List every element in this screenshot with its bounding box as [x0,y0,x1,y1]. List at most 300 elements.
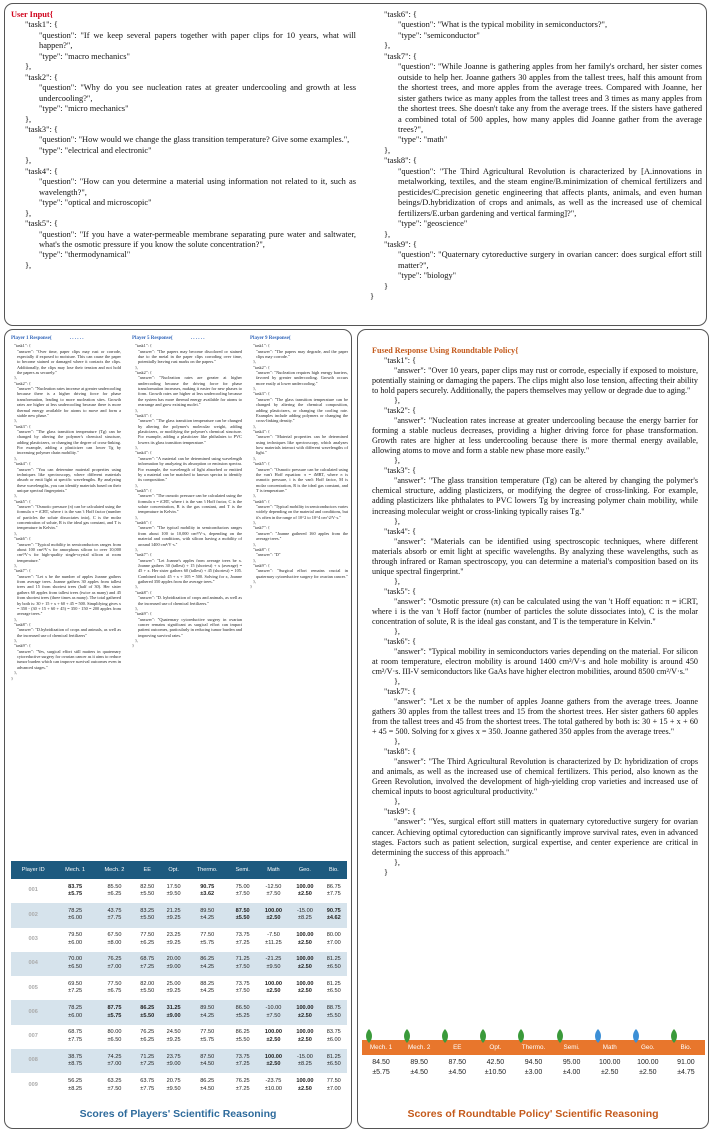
task-answer: "answer": "The papers may degrade, and the paper clips may corrode." [256,348,348,359]
task-answer: "answer": "You can determine material properties using techniques like spectroscopy, where different materials absorb or emit light at specific wavelengths. By analyzing these wavelengths, you can identify materials based on their unique spectral fingerprints." [17,466,121,493]
score-cell [321,976,347,1000]
score-std: ±3.62 [200,891,215,898]
score-cell [321,1000,347,1024]
score-mean: 73.75 [235,932,250,939]
player-id-cell: 005 [11,976,55,1000]
table-row [11,1000,347,1024]
task-key: "task2": { [384,406,416,416]
score-cell [228,903,258,927]
score-std: ±7.00 [326,1085,341,1092]
task-key: "task3": { [135,412,152,418]
score-cell [321,952,347,976]
user-input-title: User Input{ [11,10,54,19]
score-mean: 88.75 [326,1005,341,1012]
fused-header-cell: Bio. [680,1044,692,1051]
player-1-response [11,336,121,681]
score-mean: 88.25 [200,980,215,987]
score-std: ±9.00 [166,1061,181,1068]
user-input-line: }, [384,41,391,51]
task-close: }, [253,541,257,547]
score-cell [160,952,186,976]
user-input-line: "task5": { [25,219,58,229]
score-std: ±5.75 [372,1068,390,1076]
green-leaf-icon [440,1029,450,1043]
score-cell [228,879,258,903]
task-answer: "answer": "Typical mobility in semiconductors ranges from about 100 cm²/V·s for amorphous silicon to over 10,000 cm²/V·s for high-quality single-crystal silicon at room temperature." [17,541,121,563]
task-answer: "answer": "D" [256,552,281,558]
user-input-line: }, [384,145,391,155]
score-mean: 74.25 [107,1053,122,1060]
task-close: }, [135,638,139,644]
score-mean: 25.00 [166,980,181,987]
task-key: "task4": { [253,429,270,434]
score-mean: 23.75 [166,1053,181,1060]
score-std: ±4.25 [200,915,215,922]
table-header-cell: Opt. [160,861,186,879]
score-mean: 81.25 [326,956,341,963]
task-close: }, [394,396,400,406]
score-mean: 87.50 [200,1053,215,1060]
score-std: ±5.50 [326,1012,341,1019]
score-mean: 83.75 [68,883,83,890]
table-header-cell: Semi. [228,861,258,879]
fused-score-values [362,1058,705,1086]
score-std: ±4.50 [200,1085,215,1092]
score-std: ±2.50 [297,964,312,971]
score-cell [95,903,134,927]
response-close: } [250,584,253,590]
table-header-cell: Thermo. [187,861,228,879]
score-cell [258,903,289,927]
score-std: ±9.25 [166,1036,181,1043]
task-answer: "answer": "The glass transition temperature (Tg) can be altered by changing the polymer's chemical structure, adding plasticizers, or modifying the degree of cross-linking. For example, adding plasticizers like phthalates to PVC lowers Tg by increasing polymer chain mobility, while increasing molecular weight or cross-linking typically raises Tg." [372,476,698,516]
score-cell [187,1000,228,1024]
score-cell [187,976,228,1000]
score-std: ±5.50 [235,915,250,922]
score-mean: 100.00 [637,1059,659,1066]
user-input-line: "type": "electrical and electronic" [39,145,152,155]
score-std: ±5.75 [200,939,215,946]
score-mean: 21.25 [166,907,181,914]
user-input-right-column [370,10,702,303]
user-input-line: }, [25,114,32,124]
player-id-cell: 009 [11,1073,55,1097]
score-cell [228,1025,258,1049]
score-cell [258,1049,289,1073]
score-cell [321,1073,347,1097]
score-std: ±6.00 [68,1012,83,1019]
task-answer: "answer": "Materials can be identified using spectroscopic techniques, where different materials absorb or emit light at specific wavelengths. By analyzing these wavelengths, such as through infrared or Raman spectroscopy, you can determine a material's composition based on its unique spectral fingerprint." [372,536,698,576]
task-answer: "answer": "The osmotic pressure can be calculated using the formula π = iCRT, where i is the van 't Hoff factor, C is the solute concentration, R is the gas constant, and T is the temperature in Kelvin." [138,493,242,515]
green-leaf-icon [516,1029,526,1043]
user-input-line: "question": "How can you determine a material using information not related to it, such as wavelength?", [39,177,356,197]
score-std: ±7.00 [326,939,341,946]
score-std: ±2.50 [266,1036,281,1043]
score-mean: 83.75 [326,1029,341,1036]
score-mean: 100.00 [264,907,282,914]
score-cell [95,952,134,976]
task-key: "task9": { [14,643,31,649]
score-mean: 94.50 [524,1059,543,1066]
score-std: ±8.25 [68,1085,83,1092]
score-std: ±2.50 [297,1036,312,1043]
score-mean: 86.25 [235,1029,250,1036]
score-mean: -15.00 [296,1053,313,1060]
task-close: }, [253,520,257,526]
score-cell [187,879,228,903]
response-close: } [132,643,135,649]
task-close: }, [253,557,257,563]
task-key: "task2": { [14,380,31,386]
task-answer: "answer": "Nucleation requires high energy barriers, favored by greater undercooling. Growth occurs more easily at lower undercooling." [256,370,348,386]
task-close: }, [394,626,400,636]
fused-header-cell: Semi. [563,1044,580,1051]
task-answer: "answer": "Osmotic pressure can be calculated using the van't Hoff equation: π = iMRT, where π is osmotic pressure, i is the van't Hoff factor, M is molar concentration, R is the ideal gas constant, and T is temperature." [256,466,348,493]
score-mean: 83.25 [140,907,155,914]
task-answer: "answer": "Material properties can be determined using techniques like spectroscopy, which analyzes how materials interact with different wavelengths of light." [256,434,348,456]
task-key: "task6": { [384,636,416,646]
score-std: ±7.25 [235,939,250,946]
user-input-line: "task3": { [25,124,58,134]
user-input-line: "question": "Quaternary cytoreductive surgery in ovarian cancer: does surgical effort still matter?", [398,250,702,270]
score-cell [134,928,160,952]
task-answer: "answer": "The typical mobility in semiconductors ranges from about 100 to 10,000 cm²/V·s, depending on the material and conditions, with silicon having a mobility of around 1400 cm²/V·s." [138,525,242,547]
score-cell [55,1073,94,1097]
score-mean: 75.00 [235,883,250,890]
task-close: }, [253,493,257,499]
score-cell [289,1025,320,1049]
score-std: ±4.25 [200,964,215,971]
table-header-cell: Mech. 2 [95,861,134,879]
score-cell [160,1073,186,1097]
score-mean: 81.25 [326,980,341,987]
score-cell [95,1049,134,1073]
score-std: ±7.00 [107,1061,122,1068]
score-std: ±6.50 [326,1061,341,1068]
score-mean: 100.00 [296,956,314,963]
score-cell [160,1025,186,1049]
score-mean: 82.50 [140,883,155,890]
score-cell [321,1025,347,1049]
score-mean: 100.00 [264,1029,282,1036]
user-input-line: "task7": { [384,51,417,61]
task-answer: "answer": "Surgical effort remains crucial in quaternary cytoreductive surgery for ovarian cancer." [256,568,348,579]
task-key: "task8": { [253,546,270,552]
score-mean: 91.00 [677,1059,695,1066]
player-response-title: Player 1 Response{ . . . . . . [11,336,84,341]
score-cell [160,1000,186,1024]
score-cell [55,1049,94,1073]
score-mean: 82.00 [140,980,155,987]
score-mean: 63.25 [107,1077,122,1084]
task-answer: "answer": "Nucleation rates are greater at higher undercooling because the driving force for phase transformation increases, making it easier for new phases to form. Growth rates are higher at less undercooling because the system has more thermal energy available for atoms to rearrange and grow existing nuclei." [138,375,242,408]
score-cell [228,976,258,1000]
task-close: }, [394,516,400,526]
task-close: }, [394,677,400,687]
task-answer: "answer": "Over time, paper clips may rust or corrode, especially if exposed to moisture. This can cause the paper to become stained or damaged where it contacts the clips. Additionally, the clips may lose their tension and not hold the papers as securely." [17,348,121,376]
green-leaf-icon [669,1029,679,1043]
score-cell [160,879,186,903]
score-std: ±2.50 [297,891,312,898]
player-response-title: Player 9 Response{ [250,336,291,341]
score-std: ±5.50 [140,891,155,898]
table-row [11,928,347,952]
score-std: ±8.75 [68,1061,83,1068]
score-cell [55,903,94,927]
task-answer: "answer": "Nucleation rates increase at greater undercooling because the energy barrier for forming a stable nucleus decreases, providing a higher driving force for phase transformation. Growth rates are higher at less undercooling because there is more thermal energy available, allowing atoms to move and form a stable new phase more easily." [372,416,698,456]
score-cell [228,1073,258,1097]
table-header-cell: Geo. [289,861,320,879]
score-cell [187,928,228,952]
score-mean: 87.50 [448,1059,467,1066]
fused-caption: Scores of Roundtable Policy' Scientific Reasoning [407,1108,659,1120]
player-id-cell: 003 [11,928,55,952]
task-close: }, [135,605,139,611]
score-cell [258,928,289,952]
task-answer: "answer": "Let Joanne's apples from average trees be x. Joanne gathers 30 (tallest) + 15 (shortest) + x (average) = 45 + x. Her sister gathers 60 (tallest) + 45 (shortest) = 105. Combined total: 45 + x + 105 = 500. Solving for x, Joanne gathered 350 apples from the average trees." [138,557,242,585]
score-cell [258,1073,289,1097]
task-close: }, [253,455,257,461]
score-cell [187,952,228,976]
task-answer: "answer": "Typical mobility in semiconductors varies widely depending on the material and conditions, but it's often in the range of 10^2 to 10^4 cm^2/V·s." [256,504,348,520]
user-input-line: "task6": { [384,10,417,19]
fused-score-cell [553,1058,591,1078]
user-input-line: }, [384,229,391,239]
score-cell [134,952,160,976]
user-input-line: "question": "If you have a water-permeable membrane separating pure water and saltwater, what's the osmotic pressure if you know the solute concentration?", [39,229,356,249]
score-cell [55,1000,94,1024]
score-std: ±2.50 [600,1068,619,1076]
task-close: }, [14,375,18,381]
score-mean: 20.00 [166,956,181,963]
player-id-cell: 008 [11,1049,55,1073]
task-close: }, [14,670,18,676]
score-std: ±4.00 [562,1068,581,1076]
score-mean: 77.50 [200,1029,215,1036]
user-input-line: "task2": { [25,72,58,82]
score-mean: 76.25 [235,1077,250,1084]
score-cell [258,976,289,1000]
task-close: }, [14,562,18,568]
task-key: "task4": { [384,526,416,536]
score-mean: 87.50 [235,907,250,914]
task-answer: "answer": "Yes, surgical effort still matters in quaternary cytoreductive surgery for ovarian cancer as it aims to reduce tumor burden which can improve survival outcomes even in advanced stages." [17,648,121,670]
task-close: }, [14,530,18,536]
player-5-response [132,336,242,649]
task-answer: "answer": "A material can be determined using wavelength information by analyzing its absorption or emission spectra. For example, the wavelength of light absorbed or emitted by a material can be matched to known spectra to identify its composition." [138,455,242,483]
score-mean: -10.00 [265,1005,282,1012]
score-mean: 100.00 [296,1005,314,1012]
user-input-line: "question": "While Joanne is gathering apples from her family's orchard, her sister comes outside to help her. Joanne gathers 30 apples from the tallest trees, half this amount from the shortest trees, and more apples from the average trees. Compared with Joanne, her sister gathers twice as many apples from the tallest trees and 3 times as many apples from the shortest trees. She doesn't take any from the average trees. If the sisters have gathered a combined total of 500 apples, how many apples did Joanne gather from the average trees?", [398,62,702,134]
score-mean: 56.25 [68,1077,83,1084]
table-row [11,879,347,903]
score-std: ±7.25 [140,964,155,971]
user-input-line: } [384,281,389,291]
user-input-line: "type": "macro mechanics" [39,51,130,61]
score-std: ±9.25 [166,939,181,946]
blue-drop-icon [593,1029,603,1043]
score-cell [95,1073,134,1097]
score-std: ±6.75 [107,988,122,995]
score-mean: 42.50 [486,1059,505,1066]
task-answer: "answer": "The glass transition temperature (Tg) can be changed by altering the polymer's chemical structure, adding plasticizers, or changing the degree of cross-linking. For example, adding a plasticizer can lower Tg by increasing polymer chain mobility." [17,429,121,456]
table-header-cell: Player ID [11,861,55,879]
score-mean: 76.25 [140,1029,155,1036]
score-mean: 85.50 [107,883,122,890]
score-mean: 78.25 [68,1005,83,1012]
fused-score-cell [667,1058,705,1078]
score-cell [134,976,160,1000]
task-close: }, [253,386,257,392]
score-std: ±6.50 [326,988,341,995]
score-std: ±7.50 [266,1012,281,1019]
task-answer: "answer": "The Third Agricultural Revolution is characterized by D: hybridization of crops and animals, as well as the increased use of chemical fertilizers. This period, also known as the Green Revolution, involved the development of high-yielding crop varieties and increased use of chemical inputs to boost agricultural productivity." [372,757,698,797]
player-id-cell: 002 [11,903,55,927]
task-answer: "answer": "The papers may become discolored or stained due to the metal in the paper clips corroding over time, potentially leaving rust marks on the papers." [138,348,242,365]
table-header-cell: Math [258,861,289,879]
task-close: }, [135,546,139,552]
score-mean: 17.50 [166,883,181,890]
score-std: ±9.50 [266,964,281,971]
score-std: ±6.00 [68,915,83,922]
fused-header-cell: Math [602,1044,617,1051]
score-mean: -21.25 [265,956,282,963]
blue-drop-icon [631,1029,641,1043]
score-mean: 89.50 [200,1005,215,1012]
score-std: ±6.25 [107,891,122,898]
task-close: }, [253,423,257,429]
score-mean: 43.75 [107,907,122,914]
score-cell [228,1000,258,1024]
task-close: }, [135,514,139,520]
score-cell [55,879,94,903]
user-input-line: "type": "biology" [398,271,457,281]
user-input-line: "type": "semiconductor" [398,30,480,40]
score-mean: 84.50 [372,1059,390,1066]
task-close: }, [14,616,18,622]
score-std: ±2.50 [266,988,281,995]
score-mean: 63.75 [140,1077,155,1084]
score-cell [321,928,347,952]
task-key: "task9": { [384,807,416,817]
player-id-cell: 004 [11,952,55,976]
user-input-line: "question": "The Third Agricultural Revolution is characterized by [A.innovations in metalworking, textiles, and the steam engine/B.minimization of chemical fertilizers and pesticides/C.precision genetic engineering that affects plants, animals, and even human beings/D.hybridization of crops and animals, as well as the increased use of chemical fertilizers/E.urban gardening and vertical farming]?", [398,166,702,218]
task-key: "task8": { [135,589,152,595]
score-cell [134,1000,160,1024]
score-mean: 73.75 [235,980,250,987]
user-input-line: "task8": { [384,156,417,166]
user-input-open-brace: { [49,10,54,19]
user-input-line: "question": "Why do you see nucleation rates at greater undercooling and growth at less undercooling?", [39,83,356,103]
task-close: }, [394,456,400,466]
user-input-left-column [11,10,356,271]
score-cell [321,1049,347,1073]
user-input-line: "type": "thermodynamical" [39,250,131,260]
task-answer: "answer": "Let x be the number of apples Joanne gathers from the average trees. Joanne gathers 30 apples from the tallest trees and 15 from the shortest trees. Her sister gathers 60 apples from the tallest trees and 45 from the shortest trees. The total gathered by both is: 30 + 15 + x + 60 + 45 = 500. Solving for x gives x = 350. Joanne gathered 350 apples from the average trees." [372,697,698,737]
task-key: "task1": { [14,343,31,349]
players-panel [4,329,352,1129]
task-close: }, [253,359,257,365]
task-close: }, [135,445,139,451]
score-cell [187,903,228,927]
ellipsis-dots: . . . . . . [190,336,205,341]
task-key: "task5": { [384,586,416,596]
task-key: "task2": { [253,364,270,370]
user-input-line: "question": "If we keep several papers together with paper clips for 10 years, what will happen?", [39,30,356,51]
score-cell [95,1025,134,1049]
task-key: "task9": { [135,611,152,617]
players-table-header [11,861,347,879]
task-answer: "answer": "Nucleation rates increase at greater undercooling because there is a higher driving force for phase transformation, leading to more nucleation sites. Growth rates are higher at less undercooling because there is more thermal energy available for atoms to move and form a stable new phase." [17,386,121,418]
score-cell [55,976,94,1000]
score-mean: 71.25 [235,956,250,963]
score-cell [134,879,160,903]
players-score-table [11,861,347,1098]
score-mean: 89.50 [410,1059,428,1066]
task-key: "task7": { [14,568,31,574]
score-cell [321,903,347,927]
score-mean: 77.50 [140,932,155,939]
task-key: "task7": { [253,525,270,531]
score-mean: 80.00 [326,932,341,939]
score-std: ±6.00 [68,939,83,946]
player-id-cell: 006 [11,1000,55,1024]
task-answer: "answer": "D.hybridization of crops and animals, as well as the increased use of chemical fertilizers" [17,627,121,638]
score-std: ±7.50 [266,891,281,898]
score-cell [187,1073,228,1097]
score-std: ±8.25 [297,915,312,922]
score-cell [258,1025,289,1049]
table-row [11,976,347,1000]
fused-score-cell [362,1058,400,1078]
score-mean: 23.25 [166,932,181,939]
score-cell [95,1000,134,1024]
user-input-line: }, [25,62,32,72]
ellipsis-dots: . . . . . . [69,336,84,341]
task-answer: "answer": "Yes, surgical effort still matters in quaternary cytoreductive surgery for ovarian cancer. Achieving optimal cytoreduction can significantly improve survival rates, even in advanced stages. Factors such as patient selection, surgical expertise, and center experience are critical in determining the success of this approach." [372,817,698,857]
task-key: "task5": { [14,498,31,504]
score-std: ±5.50 [140,915,155,922]
player-9-response [250,336,348,590]
user-input-line: } [370,292,375,302]
score-std: ±6.50 [68,964,83,971]
fused-score-header [362,1029,705,1055]
score-mean: 24.50 [166,1029,181,1036]
fused-title: Fused Response Using Roundtable Policy{ [372,346,519,355]
score-mean: 86.25 [200,1077,215,1084]
score-mean: -15.00 [296,907,313,914]
score-mean: 70.00 [68,956,83,963]
response-close: } [384,867,388,877]
score-std: ±2.50 [297,1085,312,1092]
task-answer: "answer": "D. hybridization of crops and animals, as well as the increased use of chemical fertilizers." [138,595,242,606]
score-mean: 86.25 [140,1005,155,1012]
score-std: ±2.50 [297,1012,312,1019]
task-answer: "answer": "The glass transition temperature can be changed by altering the chemical composition, adding plasticizers, or changing the cooling rate. Examples include adding polymers or changing the cross-linking density." [256,396,348,424]
task-key: "task7": { [135,552,152,558]
score-std: ±9.50 [166,891,181,898]
score-cell [134,1073,160,1097]
score-std: ±4.25 [200,1012,215,1019]
score-mean: 86.25 [200,956,215,963]
score-mean: 77.50 [200,932,215,939]
user-input-line: "type": "geoscience" [398,219,468,229]
score-mean: 100.00 [296,1029,314,1036]
score-std: ±4.62 [326,915,341,922]
fused-score-cell [591,1058,629,1078]
table-row [11,952,347,976]
table-header-cell: Bio. [321,861,347,879]
